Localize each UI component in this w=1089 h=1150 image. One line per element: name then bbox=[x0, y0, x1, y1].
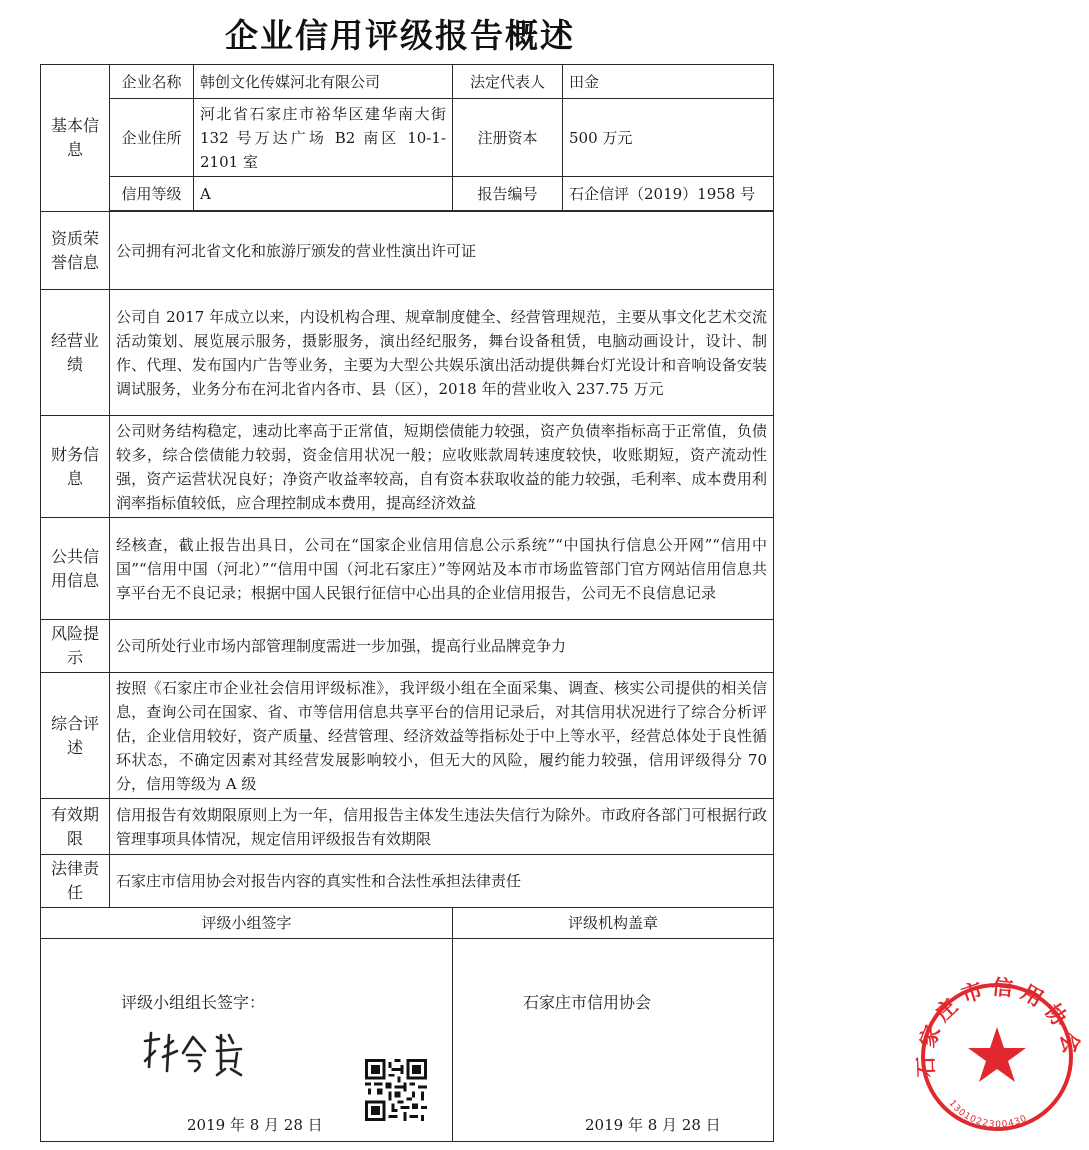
public-credit-text: 经核查，截止报告出具日，公司在“国家企业信用信息公示系统”“中国执行信息公开网”“信用中国”“信用中国（河北）”“信用中国（河北石家庄）”等网站及本市市场监管部门官方网站信用信息共享平台无不良记录；根据中国人民银行征信中心出具的企业信用报告，公司无不良信息记录 bbox=[110, 518, 774, 620]
stamp-number: 1301022300430 bbox=[946, 1098, 1030, 1131]
legal-row bbox=[41, 855, 774, 908]
validity-row bbox=[41, 799, 774, 855]
org-seal-header: 评级机构盖章 bbox=[453, 908, 774, 939]
capital-label: 注册资本 bbox=[453, 99, 563, 177]
report-no-value: 石企信评（2019）1958 号 bbox=[563, 177, 774, 211]
qr-code bbox=[365, 1059, 427, 1121]
summary-text: 按照《石家庄市企业社会信用评级标准》，我评级小组在全面采集、调查、核实公司提供的相关信息，查询公司在国家、省、市等信用信息共享平台的信用记录后，对其信用状况进行了综合分析评估，企业信用较好，资产质量、经营管理、经济效益等指标处于中上等水平，经营总体处于良性循环状态，不确定因素对其经营发展影响较小，但无大的风险，履约能力较强，信用评级得分 70 分，信用等级为 A 级 bbox=[110, 673, 774, 799]
basic-row-address bbox=[41, 99, 774, 177]
group-sign-cell bbox=[41, 939, 453, 1142]
left-date: 2019 年 8 月 28 日 bbox=[187, 1116, 323, 1134]
basic-row-grade bbox=[41, 177, 774, 211]
finance-text: 公司财务结构稳定，速动比率高于正常值，短期偿债能力较强，资产负债率指标高于正常值，负债较多，综合偿债能力较弱，资金信用状况一般；应收账款周转速度较快，收账期短，资产流动性强，资产运营状况良好；净资产收益率较高，自有资本获取收益的能力较强，毛利率、成本费用利润率指标值较低，应合理控制成本费用，提高经济效益 bbox=[110, 416, 774, 518]
qualification-text: 公司拥有河北省文化和旅游厅颁发的营业性演出许可证 bbox=[110, 212, 774, 290]
qualification-row bbox=[41, 212, 774, 290]
finance-row bbox=[41, 416, 774, 518]
grade-label: 信用等级 bbox=[110, 177, 194, 211]
handwritten-signature bbox=[137, 1027, 267, 1077]
group-sign-header: 评级小组签字 bbox=[41, 908, 453, 939]
org-seal-cell bbox=[453, 939, 1086, 1142]
validity-text: 信用报告有效期限原则上为一年，信用报告主体发生违法失信行为除外。市政府各部门可根据行政管理事项具体情况，规定信用评级报告有效期限 bbox=[110, 799, 774, 855]
org-name: 石家庄市信用协会 bbox=[523, 993, 652, 1012]
legal-label: 法律责任 bbox=[41, 855, 110, 908]
right-date: 2019 年 8 月 28 日 bbox=[585, 1116, 721, 1134]
legal-text: 石家庄市信用协会对报告内容的真实性和合法性承担法律责任 bbox=[110, 855, 774, 908]
risk-row bbox=[41, 620, 774, 673]
summary-label: 综合评述 bbox=[41, 673, 110, 799]
company-name-value: 韩创文化传媒河北有限公司 bbox=[194, 65, 453, 99]
operation-row bbox=[41, 290, 774, 416]
capital-value: 500 万元 bbox=[563, 99, 774, 177]
qualification-label: 资质荣誉信息 bbox=[41, 212, 110, 290]
report-table bbox=[40, 64, 1086, 1142]
operation-text: 公司自 2017 年成立以来，内设机构合理、规章制度健全、经营管理规范，主要从事文化艺术交流活动策划、展览展示服务，摄影服务，演出经纪服务，舞台设备租赁，电脑动画设计，设计、制作、代理、发布国内广告等业务，主要为大型公共娱乐演出活动提供舞台灯光设计和音响设备安装调试服务，业务分布在河北省内各市、县（区），2018 年的营业收入 237.75 万元 bbox=[110, 290, 774, 416]
legal-rep-label: 法定代表人 bbox=[453, 65, 563, 99]
summary-row bbox=[41, 673, 774, 799]
operation-label: 经营业绩 bbox=[41, 290, 110, 416]
validity-label: 有效期限 bbox=[41, 799, 110, 855]
report-no-label: 报告编号 bbox=[453, 177, 563, 211]
stamp-org-text: 石家庄市信用协会 bbox=[913, 974, 1086, 1078]
grade-value: A bbox=[194, 177, 453, 211]
risk-label: 风险提示 bbox=[41, 620, 110, 673]
legal-rep-value: 田金 bbox=[563, 65, 774, 99]
sign-header-row bbox=[41, 908, 774, 939]
basic-row-name bbox=[41, 65, 774, 99]
company-name-label: 企业名称 bbox=[110, 65, 194, 99]
risk-text: 公司所处行业市场内部管理制度需进一步加强，提高行业品牌竞争力 bbox=[110, 620, 774, 673]
stamp-star-icon bbox=[968, 1027, 1026, 1082]
public-credit-label: 公共信用信息 bbox=[41, 518, 110, 620]
section-basic-label: 基本信息 bbox=[41, 65, 110, 212]
finance-label: 财务信息 bbox=[41, 416, 110, 518]
page-title: 企业信用评级报告概述 bbox=[225, 16, 575, 55]
svg-text:1301022300430 bbox=[946, 1099, 1029, 1131]
leader-sign-label: 评级小组组长签字： bbox=[121, 993, 266, 1012]
sign-row bbox=[41, 939, 774, 1142]
public-credit-row bbox=[41, 518, 774, 620]
official-seal bbox=[905, 965, 1089, 1135]
address-label: 企业住所 bbox=[110, 99, 194, 177]
address-value: 河北省石家庄市裕华区建华南大街 132 号万达广场 B2 南区 10-1-2101 室 bbox=[194, 99, 453, 177]
